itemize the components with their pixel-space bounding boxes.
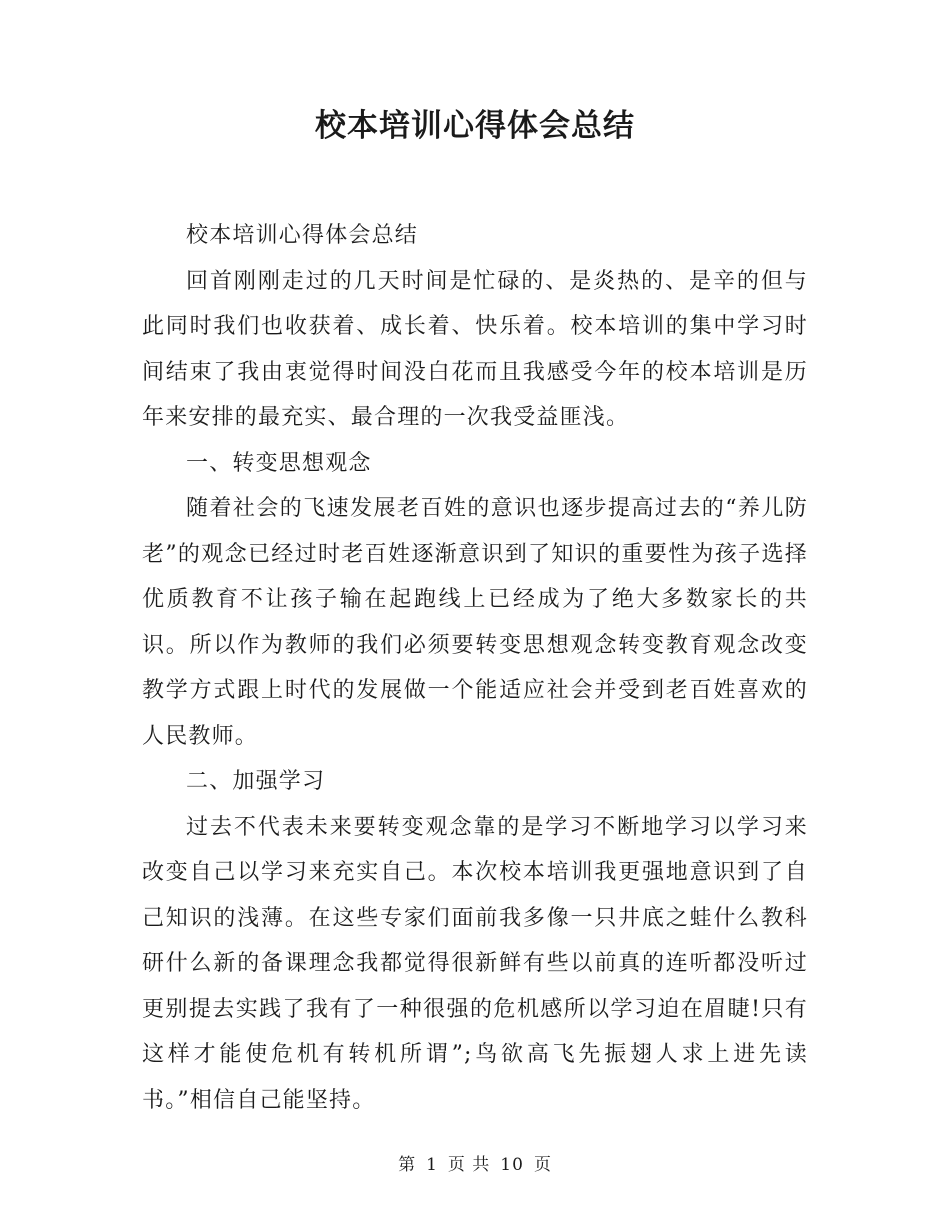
paragraph-intro: 回首刚刚走过的几天时间是忙碌的、是炎热的、是辛的但与此同时我们也收获着、成长着、快乐着。校本培训的集中学习时间结束了我由衷觉得时间没白花而且我感受今年的校本培训是历年来安排的最充实、最合理的一次我受益匪浅。: [142, 268, 808, 430]
document-body: [142, 213, 808, 1123]
footer-suffix: 页: [533, 1155, 552, 1175]
footer-mid: 页 共: [447, 1155, 491, 1175]
section-heading-2: 二、加强学习: [186, 769, 326, 794]
footer-prefix: 第: [398, 1155, 417, 1175]
paragraph-section-2: 过去不代表未来要转变观念靠的是学习不断地学习以学习来改变自己以学习来充实自己。本次校本培训我更强地意识到了自己知识的浅薄。在这些专家们面前我多像一只井底之蛙什么教科研什么新的备课理念我都觉得很新鲜有些以前真的连听都没听过更别提去实践了我有了一种很强的危机感所以学习迫在眉睫!只有这样才能使危机有转机所谓”;鸟欲高飞先振翅人求上进先读书。”相信自己能坚持。: [142, 814, 808, 1113]
paragraph-subtitle: 校本培训心得体会总结: [186, 223, 419, 248]
paragraph-section-1: 随着社会的飞速发展老百姓的意识也逐步提高过去的“养儿防老”的观念已经过时老百姓逐渐意识到了知识的重要性为孩子选择优质教育不让孩子输在起跑线上已经成为了绝大多数家长的共识。所以作为教师的我们必须要转变思想观念转变教育观念改变教学方式跟上时代的发展做一个能适应社会并受到老百姓喜欢的人民教师。: [142, 496, 808, 749]
document-title: 校本培训心得体会总结: [315, 108, 635, 144]
page-footer: [0, 1150, 950, 1175]
footer-total-pages: 10: [500, 1155, 524, 1175]
footer-current-page: 1: [426, 1155, 438, 1175]
section-heading-1: 一、转变思想观念: [186, 450, 372, 476]
